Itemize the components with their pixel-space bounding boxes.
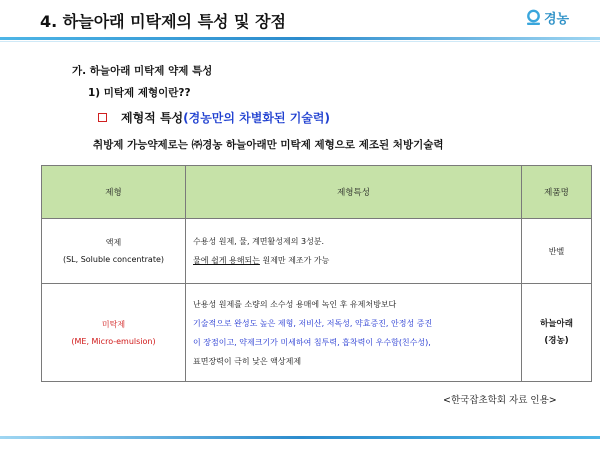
property-line: 기술적으로 완성도 높은 제형, 저비산, 저독성, 약효증진, 안정성 증진 bbox=[193, 318, 433, 328]
type-sub: (SL, Soluble concentrate) bbox=[62, 255, 165, 264]
source-citation: <한국잡초학회 자료 인용> bbox=[443, 395, 557, 406]
cell-product bbox=[522, 284, 592, 382]
property-line: 난용성 원제를 소량의 소수성 용매에 녹인 후 유제처방보다 bbox=[193, 299, 397, 309]
table-row bbox=[42, 219, 592, 284]
table-header-row bbox=[42, 166, 592, 219]
outline-level3-highlight: (경농만의 차별화된 기술력) bbox=[183, 111, 330, 125]
header-property: 제형특성 bbox=[186, 166, 522, 219]
cell-property bbox=[186, 219, 522, 284]
header-product: 제품명 bbox=[522, 166, 592, 219]
property-line bbox=[193, 251, 520, 270]
product-name: 하늘아래 bbox=[540, 318, 573, 329]
property-rest: 원제만 제조가 가능 bbox=[259, 256, 330, 265]
table-row bbox=[42, 284, 592, 382]
type-name: 액제 bbox=[105, 238, 122, 247]
outline-level2: 1) 미탁제 제형이란?? bbox=[88, 87, 191, 99]
product-company: (경농) bbox=[544, 335, 569, 346]
property-line: 이 장점이고, 약제크기가 미세하여 침투력, 흡착력이 우수함(친수성), bbox=[193, 337, 431, 347]
outline-level3 bbox=[98, 109, 330, 126]
outline-description: 취방제 가능약제로는 ㈜경농 하늘아래만 미탁제 제형으로 제조된 처방기술력 bbox=[93, 139, 444, 151]
cell-type bbox=[42, 219, 186, 284]
cell-property bbox=[186, 284, 522, 382]
company-logo bbox=[526, 6, 569, 28]
property-underlined: 물에 쉽게 용해되는 bbox=[193, 256, 260, 265]
property-line: 수용성 원제, 물, 계면활성제의 3성분. bbox=[193, 237, 325, 246]
droplet-logo-icon bbox=[526, 9, 541, 26]
header-divider-thin bbox=[0, 41, 600, 42]
outline-level1: 가. 하늘아래 미탁제 약제 특성 bbox=[72, 65, 213, 77]
square-bullet-icon bbox=[98, 113, 107, 122]
header-type: 제형 bbox=[42, 166, 186, 219]
cell-type bbox=[42, 284, 186, 382]
outline-level3-prefix: 제형적 특성 bbox=[121, 111, 184, 125]
logo-text: 경농 bbox=[544, 11, 570, 27]
property-line: 표면장력이 극히 낮은 액상제제 bbox=[193, 356, 302, 366]
header-divider bbox=[0, 37, 600, 40]
type-name: 미탁제 bbox=[101, 319, 126, 329]
cell-product: 반벨 bbox=[522, 219, 592, 284]
page-title: 4. 하늘아래 미탁제의 특성 및 장점 bbox=[40, 12, 286, 31]
footer-divider bbox=[0, 436, 600, 439]
formulation-table bbox=[41, 165, 592, 382]
type-sub: (ME, Micro-emulsion) bbox=[71, 336, 156, 346]
